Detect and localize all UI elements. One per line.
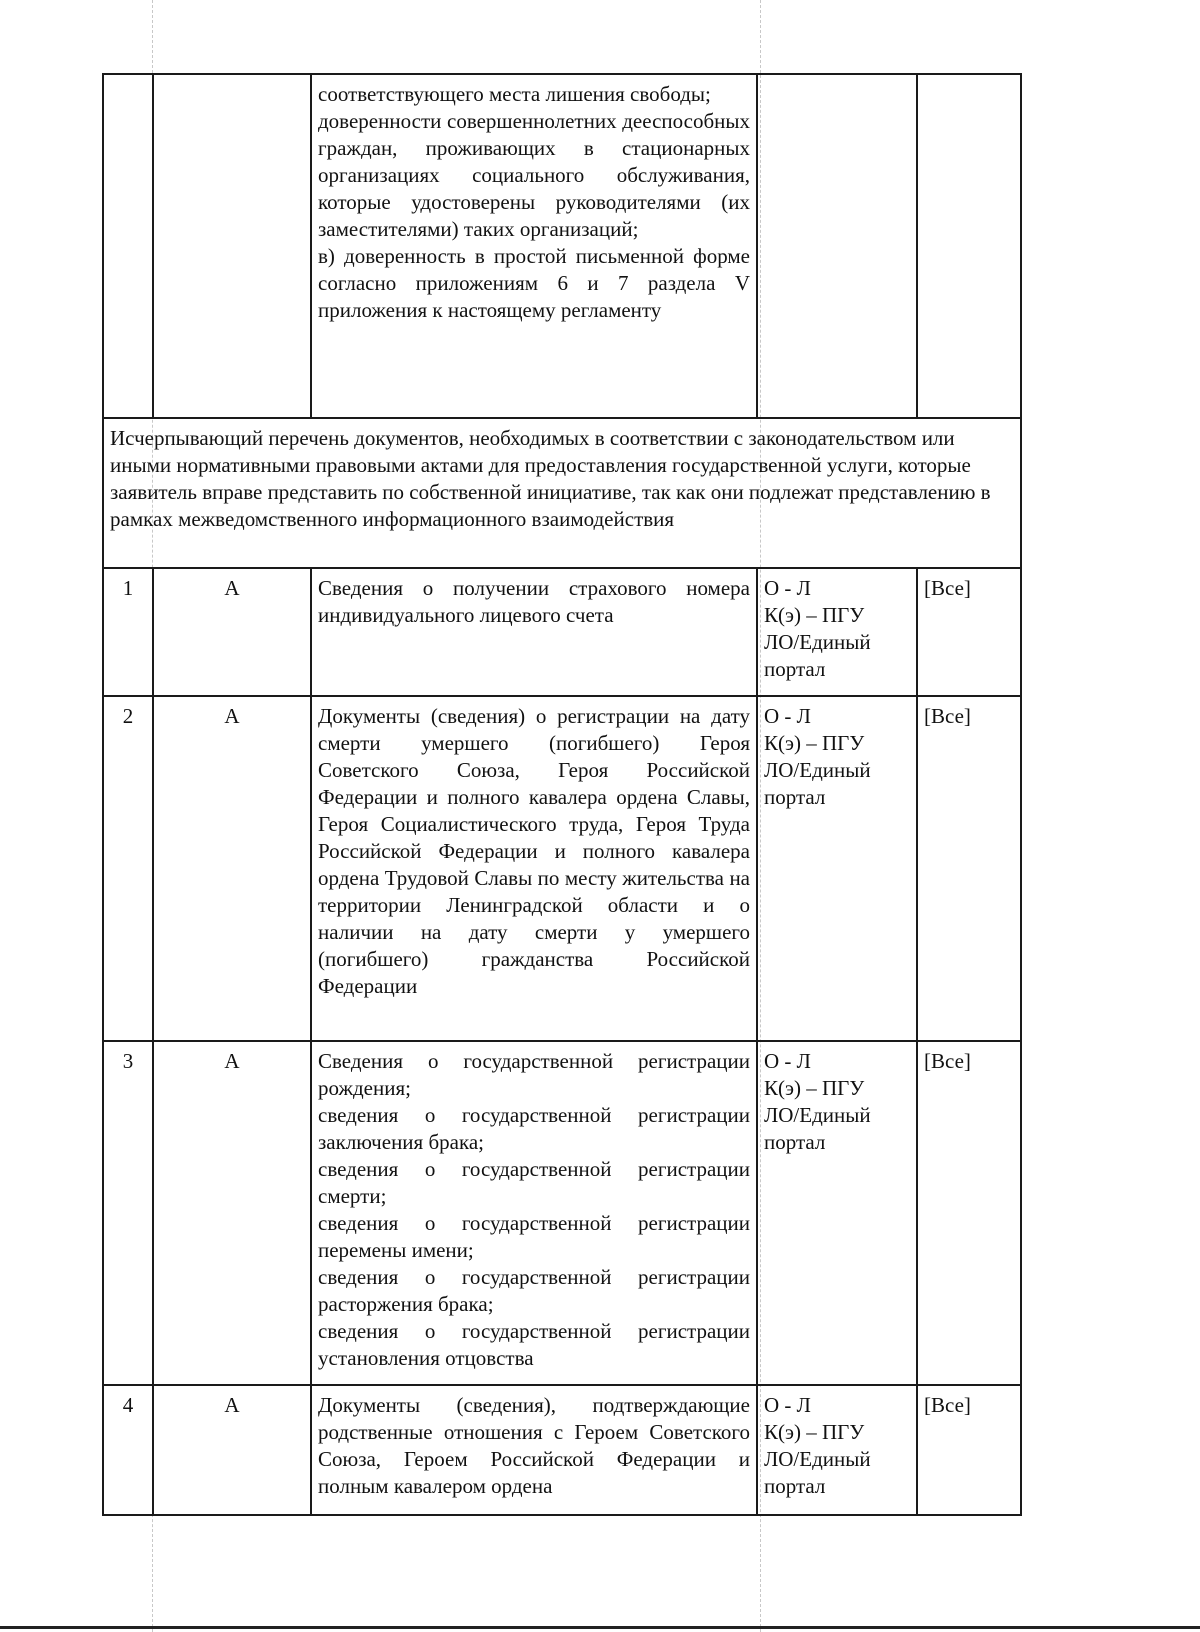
row-applicants: [Все] xyxy=(917,696,1021,1041)
row-source xyxy=(757,1385,917,1515)
row-source xyxy=(757,1041,917,1385)
row-category: А xyxy=(153,568,311,696)
row-number: 2 xyxy=(103,696,153,1041)
description-paragraph: Сведения о получении страхового номера индивидуального лицевого счета xyxy=(318,576,750,627)
row-applicants: [Все] xyxy=(917,568,1021,696)
description-paragraph: сведения о государственной регистрации установления отцовства xyxy=(318,1319,750,1370)
scan-artifact-edge xyxy=(0,1626,1200,1629)
source-line: К(э) – ПГУ xyxy=(764,1420,865,1444)
row-category: А xyxy=(153,1385,311,1515)
description-paragraph: Документы (сведения), подтверждающие родственные отношения с Героем Советского Союза, Героем Российской Федерации и полным кавалером ордена xyxy=(318,1393,750,1498)
description-paragraph: доверенности совершеннолетних дееспособных граждан, проживающих в стационарных организациях социального обслуживания, которые удостоверены руководителями (их заместителями) таких организаций; xyxy=(318,109,750,241)
documents-table xyxy=(102,73,1022,1516)
cell-applicants xyxy=(917,74,1021,418)
source-line: К(э) – ПГУ xyxy=(764,1076,865,1100)
source-line: К(э) – ПГУ xyxy=(764,603,865,627)
source-line: портал xyxy=(764,1474,826,1498)
table-row-continuation xyxy=(103,74,1021,418)
cell-source xyxy=(757,74,917,418)
row-number: 4 xyxy=(103,1385,153,1515)
row-description xyxy=(311,696,757,1041)
description-paragraph: Документы (сведения) о регистрации на дату смерти умершего (погибшего) Героя Советского Союза, Героя Российской Федерации и полного кавалера ордена Славы, Героя Социалистического труда, Героя Труда Российской Федерации и полного кавалера ордена Трудовой Славы по месту жительства на территории Ленинградской области и о наличии на дату смерти у умершего (погибшего) гражданства Российской Федерации xyxy=(318,704,750,998)
source-line: портал xyxy=(764,1130,826,1154)
source-line: К(э) – ПГУ xyxy=(764,731,865,755)
row-category: А xyxy=(153,1041,311,1385)
source-line: О - Л xyxy=(764,1393,811,1417)
description-paragraph: Сведения о государственной регистрации рождения; xyxy=(318,1049,750,1100)
description-paragraph: сведения о государственной регистрации заключения брака; xyxy=(318,1103,750,1154)
cell-description xyxy=(311,74,757,418)
source-line: портал xyxy=(764,657,826,681)
source-line: ЛО/Единый xyxy=(764,630,871,654)
description-paragraph: сведения о государственной регистрации смерти; xyxy=(318,1157,750,1208)
source-line: ЛО/Единый xyxy=(764,758,871,782)
source-line: О - Л xyxy=(764,1049,811,1073)
description-paragraph: в) доверенность в простой письменной форме согласно приложениям 6 и 7 раздела V приложения к настоящему регламенту xyxy=(318,244,750,322)
source-line: О - Л xyxy=(764,576,811,600)
row-source xyxy=(757,568,917,696)
table-row xyxy=(103,696,1021,1041)
row-description xyxy=(311,1385,757,1515)
cell-number xyxy=(103,74,153,418)
source-line: портал xyxy=(764,785,826,809)
section-header-text: Исчерпывающий перечень документов, необходимых в соответствии с законодательством или иными нормативными правовыми актами для предоставления государственной услуги, которые заявитель вправе представить по собственной инициативе, так как они подлежат представлению в рамках межведомственного информационного взаимодействия xyxy=(103,418,1021,568)
row-number: 1 xyxy=(103,568,153,696)
table-row xyxy=(103,1385,1021,1515)
table-row xyxy=(103,568,1021,696)
row-description xyxy=(311,1041,757,1385)
description-paragraph: сведения о государственной регистрации расторжения брака; xyxy=(318,1265,750,1316)
source-line: ЛО/Единый xyxy=(764,1103,871,1127)
cell-category xyxy=(153,74,311,418)
row-source xyxy=(757,696,917,1041)
table-row xyxy=(103,1041,1021,1385)
table-section-header xyxy=(103,418,1021,568)
row-applicants: [Все] xyxy=(917,1385,1021,1515)
row-number: 3 xyxy=(103,1041,153,1385)
row-description xyxy=(311,568,757,696)
source-line: О - Л xyxy=(764,704,811,728)
source-line: ЛО/Единый xyxy=(764,1447,871,1471)
row-applicants: [Все] xyxy=(917,1041,1021,1385)
description-paragraph: сведения о государственной регистрации перемены имени; xyxy=(318,1211,750,1262)
row-category: А xyxy=(153,696,311,1041)
description-paragraph: соответствующего места лишения свободы; xyxy=(318,82,711,106)
